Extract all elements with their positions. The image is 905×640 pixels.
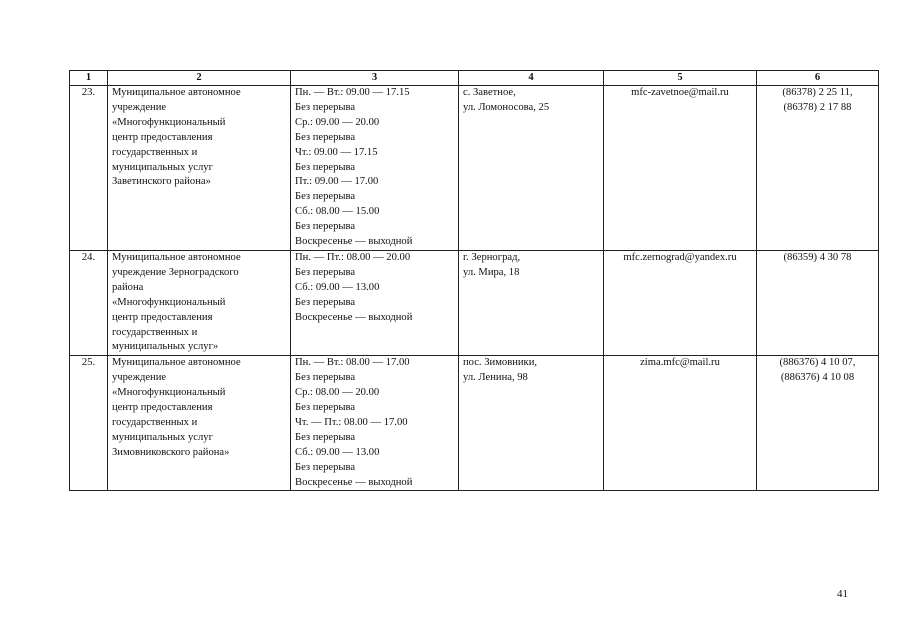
working-hours-line: Без перерыва [295,161,356,173]
organization-name-cell [108,250,291,355]
working-hours-line: Чт. — Пт.: 08.00 — 17.00 [295,416,408,428]
organization-name-line: государственных и [112,326,198,338]
organization-name-line: Муниципальное автономное [112,87,241,98]
working-hours-line: Пн. — Вт.: 09.00 — 17.15 [295,87,410,98]
address-line: ул. Ломоносова, 25 [463,101,550,113]
phone-line: (86359) 4 30 78 [783,251,852,263]
working-hours-line: Без перерыва [295,131,356,143]
organization-name-line: государственных и [112,416,198,428]
email-cell [604,86,757,251]
column-header-5: 5 [604,71,757,86]
working-hours-line: Без перерыва [295,461,356,473]
row-number-cell: 24. [70,250,108,355]
table-row [70,356,879,491]
column-header-2: 2 [108,71,291,86]
organization-name-line: муниципальных услуг [112,161,213,173]
row-number-cell: 23. [70,86,108,251]
address-line: ул. Ленина, 98 [463,372,528,384]
directory-table [69,70,879,491]
organization-name-line: «Многофункциональный [112,296,226,308]
working-hours-line: Без перерыва [295,191,356,203]
organization-name-line: «Многофункциональный [112,387,226,399]
phone-line: (86378) 2 17 88 [783,101,852,113]
organization-name-line: Муниципальное автономное [112,251,241,263]
working-hours-line: Воскресенье — выходной [295,311,413,323]
table-body [70,86,879,491]
working-hours-line: Без перерыва [295,372,356,384]
organization-name-cell [108,86,291,251]
address-cell [459,250,604,355]
phone-line: (886376) 4 10 07, [779,357,856,369]
column-header-6: 6 [757,71,879,86]
organization-name-line: учреждение [112,101,167,113]
column-header-3: 3 [291,71,459,86]
organization-name-line: учреждение Зерноградского [112,266,239,278]
table-row [70,250,879,355]
working-hours-line: Сб.: 09.00 — 13.00 [295,446,380,458]
address-cell [459,356,604,491]
row-number-cell: 25. [70,356,108,491]
working-hours-line: Пн. — Пт.: 08.00 — 20.00 [295,251,411,263]
column-header-4: 4 [459,71,604,86]
header-row [70,71,879,86]
organization-name-line: Зимовниковского района» [112,446,230,458]
working-hours-cell [291,250,459,355]
email-line: mfc.zernograd@yandex.ru [623,251,737,263]
phone-cell [757,86,879,251]
organization-name-line: центр предоставления [112,131,213,143]
organization-name-line: «Многофункциональный [112,116,226,128]
working-hours-line: Сб.: 09.00 — 13.00 [295,281,380,293]
email-cell [604,250,757,355]
email-line: mfc-zavetnoe@mail.ru [631,87,729,98]
working-hours-line: Воскресенье — выходной [295,476,413,488]
organization-name-line: центр предоставления [112,402,213,414]
organization-name-line: учреждение [112,372,167,384]
organization-name-line: государственных и [112,146,198,158]
working-hours-line: Пн. — Вт.: 08.00 — 17.00 [295,357,410,369]
working-hours-line: Сб.: 08.00 — 15.00 [295,206,380,218]
email-line: zima.mfc@mail.ru [640,357,720,369]
working-hours-line: Без перерыва [295,402,356,414]
organization-name-line: муниципальных услуг [112,431,213,443]
working-hours-line: Воскресенье — выходной [295,236,413,248]
working-hours-line: Без перерыва [295,221,356,233]
working-hours-line: Чт.: 09.00 — 17.15 [295,146,378,158]
working-hours-line: Без перерыва [295,101,356,113]
organization-name-line: Муниципальное автономное [112,357,241,369]
working-hours-cell [291,86,459,251]
address-line: ул. Мира, 18 [463,266,520,278]
phone-line: (86378) 2 25 11, [782,87,853,98]
working-hours-line: Ср.: 09.00 — 20.00 [295,116,380,128]
organization-name-line: района [112,281,144,293]
address-cell [459,86,604,251]
address-line: пос. Зимовники, [463,357,538,369]
column-header-1: 1 [70,71,108,86]
working-hours-line: Пт.: 09.00 — 17.00 [295,176,379,188]
working-hours-cell [291,356,459,491]
table-row [70,86,879,251]
working-hours-line: Ср.: 08.00 — 20.00 [295,387,380,399]
email-cell [604,356,757,491]
working-hours-line: Без перерыва [295,431,356,443]
phone-cell [757,356,879,491]
organization-name-line: центр предоставления [112,311,213,323]
organization-name-line: муниципальных услуг» [112,341,219,353]
address-line: г. Зерноград, [463,251,521,263]
organization-name-cell [108,356,291,491]
working-hours-line: Без перерыва [295,266,356,278]
organization-name-line: Заветинского района» [112,176,211,188]
phone-line: (886376) 4 10 08 [780,372,855,384]
phone-cell [757,250,879,355]
address-line: с. Заветное, [463,87,516,98]
page-number: 41 [837,588,848,600]
working-hours-line: Без перерыва [295,296,356,308]
